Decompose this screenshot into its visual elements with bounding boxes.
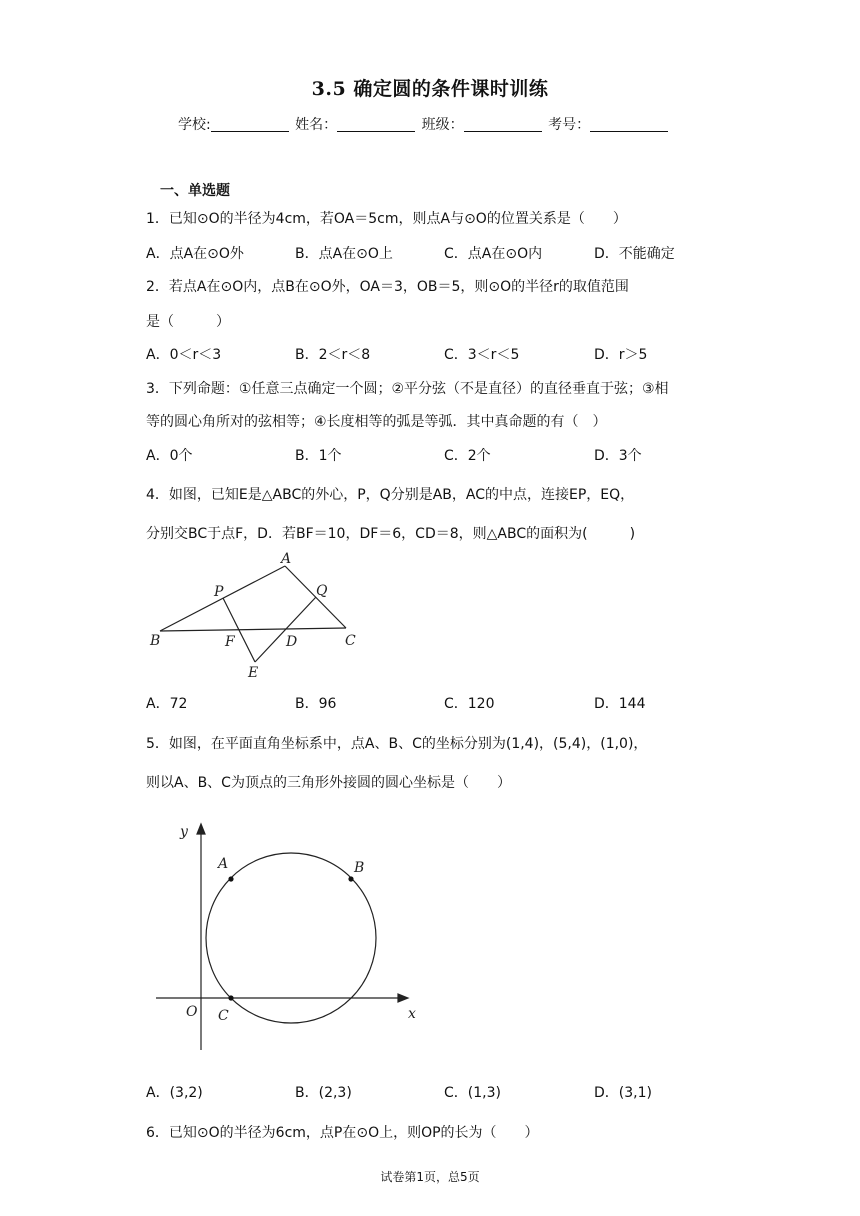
label-c: C: [218, 1008, 229, 1024]
label-p: P: [214, 584, 224, 600]
q1-option-a[interactable]: A．点A在⊙O外: [146, 246, 244, 262]
q4-option-a[interactable]: A．72: [146, 696, 188, 712]
q3-line1: 3．下列命题：①任意三点确定一个圆；②平分弦（不是直径）的直径垂直于弦；③相: [146, 381, 669, 397]
q4-line2: 分别交BC于点F，D．若BF＝10，DF＝6，CD＝8，则△ABC的面积为( ): [146, 526, 636, 542]
x-axis-arrow-icon: [398, 994, 408, 1002]
q3-line2: 等的圆心角所对的弦相等；④长度相等的弧是等弧．其中真命题的有（ ）: [146, 414, 607, 430]
q1-option-c[interactable]: C．点A在⊙O内: [444, 246, 543, 262]
label-y: y: [180, 824, 188, 840]
label-a: A: [281, 551, 292, 567]
q2-line2: 是（ ）: [146, 314, 230, 330]
school-blank[interactable]: [211, 117, 289, 132]
section-title: 一、单选题: [160, 183, 230, 199]
q6-text: 6．已知⊙O的半径为6cm，点P在⊙O上，则OP的长为（ ）: [146, 1125, 539, 1141]
label-b: B: [150, 633, 161, 649]
q2-option-c[interactable]: C．3＜r＜5: [444, 347, 520, 363]
q3-option-d[interactable]: D．3个: [594, 448, 642, 464]
label-a: A: [218, 856, 229, 872]
q4-option-b[interactable]: B．96: [295, 696, 337, 712]
q5-option-a[interactable]: A．(3,2): [146, 1085, 203, 1101]
label-d: D: [286, 634, 298, 650]
label-c: C: [345, 633, 356, 649]
q5-line2: 则以A、B、C为顶点的三角形外接圆的圆心坐标是（ ）: [146, 775, 511, 791]
label-f: F: [225, 634, 235, 650]
label-o: O: [186, 1004, 198, 1020]
q5-option-d[interactable]: D．(3,1): [594, 1085, 652, 1101]
q5-option-c[interactable]: C．(1,3): [444, 1085, 501, 1101]
class-label: 班级：: [421, 117, 464, 133]
exam-no-label: 考号：: [548, 117, 591, 133]
student-info-row: [178, 114, 670, 134]
label-q: Q: [316, 583, 328, 599]
label-e: E: [248, 665, 259, 681]
q5-line1: 5．如图，在平面直角坐标系中，点A、B、C的坐标分别为(1,4)，(5,4)，(1,0)，: [146, 736, 648, 752]
point-a: [228, 876, 233, 881]
q4-option-d[interactable]: D．144: [594, 696, 646, 712]
school-label: 学校:: [178, 117, 211, 133]
point-c: [228, 995, 233, 1000]
exam-no-blank[interactable]: [590, 117, 668, 132]
q2-option-a[interactable]: A．0＜r＜3: [146, 347, 222, 363]
class-blank[interactable]: [464, 117, 542, 132]
q3-option-a[interactable]: A．0个: [146, 448, 193, 464]
q4-line1: 4．如图，已知E是△ABC的外心，P，Q分别是AB，AC的中点，连接EP，EQ，: [146, 487, 635, 503]
q3-option-b[interactable]: B．1个: [295, 448, 342, 464]
q5-option-b[interactable]: B．(2,3): [295, 1085, 352, 1101]
q3-option-c[interactable]: C．2个: [444, 448, 491, 464]
q1-option-b[interactable]: B．点A在⊙O上: [295, 246, 393, 262]
q4-triangle-figure: [140, 548, 370, 684]
y-axis-arrow-icon: [197, 824, 205, 834]
q4-option-c[interactable]: C．120: [444, 696, 495, 712]
q2-line1: 2．若点A在⊙O内，点B在⊙O外，OA＝3，OB＝5，则⊙O的半径r的取值范围: [146, 279, 629, 295]
q2-option-b[interactable]: B．2＜r＜8: [295, 347, 371, 363]
side-bc: [160, 628, 346, 631]
page-footer: 试卷第1页，总5页: [380, 1170, 480, 1184]
q2-option-d[interactable]: D．r＞5: [594, 347, 648, 363]
q5-coordinate-figure: [150, 818, 430, 1058]
q1-option-d[interactable]: D．不能确定: [594, 246, 675, 262]
page-title: 3.5 确定圆的条件课时训练: [311, 78, 549, 100]
name-label: 姓名：: [295, 117, 338, 133]
label-b: B: [354, 860, 365, 876]
q1-text: 1．已知⊙O的半径为4cm，若OA＝5cm，则点A与⊙O的位置关系是（ ）: [146, 211, 627, 227]
point-b: [348, 876, 353, 881]
name-blank[interactable]: [337, 117, 415, 132]
label-x: x: [408, 1006, 416, 1022]
